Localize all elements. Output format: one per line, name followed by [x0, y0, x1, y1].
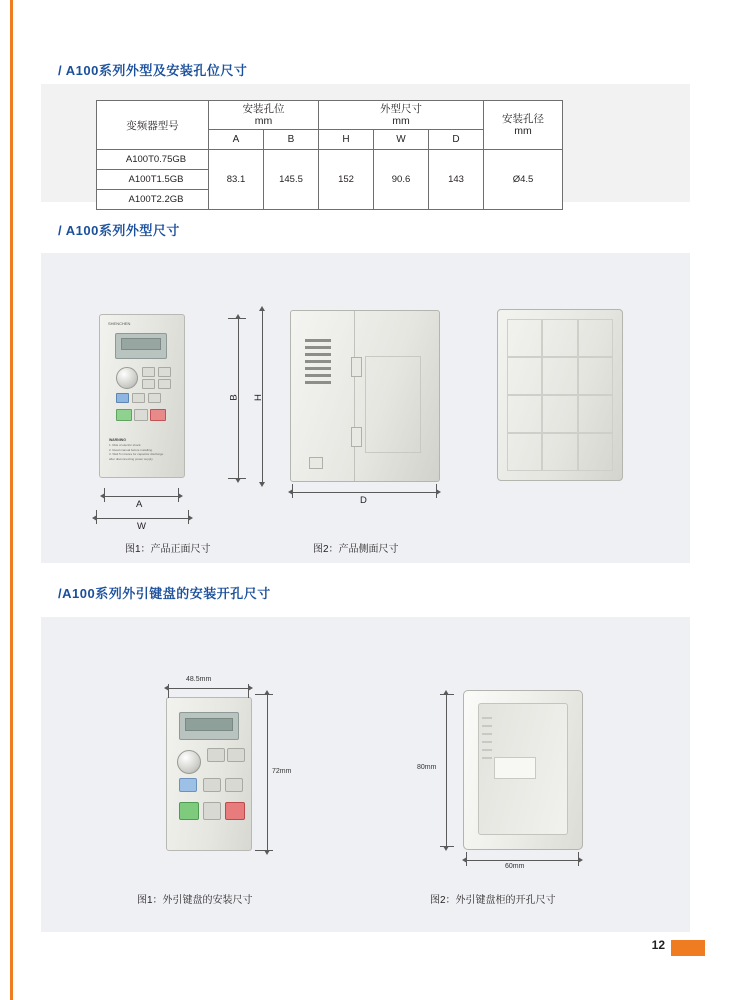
dimension-label-d: D — [360, 495, 367, 506]
dimension-tick — [104, 488, 105, 502]
header-hole-dia-label: 安装孔径 — [502, 112, 544, 125]
dimension-line-d — [292, 492, 436, 493]
enter-key-icon — [134, 409, 148, 421]
keypad-display — [179, 712, 239, 740]
shift-key-icon — [116, 393, 129, 403]
figure-caption-keypad: 图1：外引键盘的安装尺寸 — [137, 895, 253, 906]
lcd-icon — [185, 718, 233, 731]
connector-tab-icon — [351, 427, 362, 447]
subheader-h: H — [319, 130, 374, 150]
menu-key-icon — [225, 778, 243, 792]
table-row — [97, 150, 563, 170]
dimension-tick — [248, 684, 249, 698]
dimension-line-keypad-width — [168, 688, 248, 689]
up-key-icon — [203, 778, 221, 792]
side-panel-outline — [365, 356, 421, 453]
dimension-tick — [436, 484, 437, 498]
function-key-icon — [142, 367, 155, 377]
cell-h: 152 — [319, 150, 374, 210]
header-hole-dia — [484, 101, 563, 150]
ventilation-slots-icon — [305, 339, 331, 387]
drive-front-view — [99, 314, 185, 478]
dimension-tick — [255, 694, 273, 695]
dimension-label-cutout-height: 80mm — [417, 764, 437, 771]
warning-line: 2. Read manual before installing. — [109, 447, 153, 452]
subheader-w: W — [374, 130, 429, 150]
cell-d: 143 — [429, 150, 484, 210]
function-key-icon — [142, 379, 155, 389]
dimension-label-h: H — [252, 394, 264, 401]
header-outline-label: 外型尺寸 — [380, 102, 422, 115]
dimension-table-panel — [41, 84, 690, 205]
down-key-icon — [148, 393, 161, 403]
subheader-b: B — [264, 130, 319, 150]
dimension-label-cutout-width: 60mm — [505, 863, 525, 870]
function-key-icon — [207, 748, 225, 762]
warning-label — [109, 438, 175, 461]
table-header-row — [97, 101, 563, 130]
warning-title: WARNING — [109, 438, 126, 442]
dimension-tick — [168, 684, 169, 698]
warning-line: after disconnecting power supply. — [109, 456, 154, 461]
stop-key-icon — [225, 802, 245, 820]
header-mount-hole-label: 安装孔位 — [242, 102, 285, 115]
dimension-label-b: B — [228, 394, 240, 401]
section-title-keypad-cutout: /A100系列外引键盘的安装开孔尺寸 — [58, 586, 271, 601]
dimension-line-cutout-height — [446, 694, 447, 846]
cell-w: 90.6 — [374, 150, 429, 210]
down-key-icon — [203, 802, 221, 820]
heatsink-grid-icon — [507, 319, 613, 471]
dimension-arrow-icon — [259, 482, 265, 487]
section-title-outline-dims: / A100系列外型尺寸 — [58, 223, 180, 238]
dimension-arrow-icon — [259, 306, 265, 311]
connector-tab-icon — [351, 357, 362, 377]
dimension-tick — [292, 484, 293, 498]
dimension-line-cutout-width — [466, 860, 578, 861]
figure-caption-front: 图1：产品正面尺寸 — [125, 544, 211, 555]
header-model: 变频器型号 — [97, 101, 209, 150]
cell-hole-dia: Ø4.5 — [484, 150, 563, 210]
drive-side-view — [290, 310, 440, 482]
drive-back-view — [497, 309, 623, 481]
dimension-tick — [228, 318, 246, 319]
footer-orange-block — [671, 940, 705, 956]
up-key-icon — [132, 393, 145, 403]
dimension-tick — [178, 488, 179, 502]
lcd-icon — [121, 338, 161, 350]
header-outline — [319, 101, 484, 130]
function-key-icon — [158, 379, 171, 389]
run-key-icon — [179, 802, 199, 820]
header-mount-hole — [209, 101, 319, 130]
header-hole-dia-unit: mm — [514, 125, 532, 137]
dimension-label-a: A — [136, 499, 143, 510]
cell-model: A100T1.5GB — [97, 170, 209, 190]
stop-key-icon — [150, 409, 166, 421]
dimension-line-keypad-height — [267, 694, 268, 850]
subheader-d: D — [429, 130, 484, 150]
dimension-tick — [188, 510, 189, 524]
dimension-tick — [578, 852, 579, 866]
cutout-window-icon — [494, 757, 536, 779]
brand-label: SHENCHEN — [108, 321, 131, 326]
section-title-mounting-dims: / A100系列外型及安装孔位尺寸 — [58, 63, 248, 78]
dimension-tick — [440, 694, 454, 695]
left-orange-rule — [10, 0, 13, 1000]
warning-line: 1. Risk of electric shock. — [109, 443, 142, 448]
seam-line — [354, 311, 355, 481]
cell-model: A100T0.75GB — [97, 150, 209, 170]
cell-model: A100T2.2GB — [97, 190, 209, 210]
dimension-label-keypad-height: 72mm — [272, 768, 292, 775]
keypad-figure-panel — [41, 617, 690, 932]
label-tab-icon — [309, 457, 323, 469]
cell-b: 145.5 — [264, 150, 319, 210]
warning-line: 3. Wait 5 minutes for capacitor discharge — [109, 452, 164, 457]
dimension-tick — [228, 478, 246, 479]
function-key-icon — [158, 367, 171, 377]
dimension-line-a — [104, 496, 178, 497]
dimension-tick — [255, 850, 273, 851]
subheader-a: A — [209, 130, 264, 150]
dimension-tick — [440, 846, 454, 847]
dimension-label-w: W — [137, 521, 146, 532]
figure-caption-side: 图2：产品侧面尺寸 — [313, 544, 399, 555]
dimension-label-keypad-width: 48.5mm — [186, 676, 212, 683]
keypad-display — [115, 333, 167, 359]
potentiometer-knob-icon — [177, 750, 201, 774]
dimension-tick — [96, 510, 97, 524]
run-key-icon — [116, 409, 132, 421]
dimension-line-w — [96, 518, 188, 519]
shift-key-icon — [179, 778, 197, 792]
dimension-table — [96, 100, 563, 210]
dimension-tick — [466, 852, 467, 866]
cabinet-cutout-view — [463, 690, 583, 850]
header-mount-hole-unit: mm — [254, 115, 273, 127]
potentiometer-knob-icon — [116, 367, 138, 389]
mounting-ribs-icon — [482, 717, 492, 777]
figure-caption-cutout: 图2：外引键盘柜的开孔尺寸 — [430, 895, 556, 906]
page-number: 12 — [651, 938, 665, 952]
header-outline-unit: mm — [392, 115, 410, 127]
function-key-icon — [227, 748, 245, 762]
external-keypad-view — [166, 697, 252, 851]
cell-a: 83.1 — [209, 150, 264, 210]
